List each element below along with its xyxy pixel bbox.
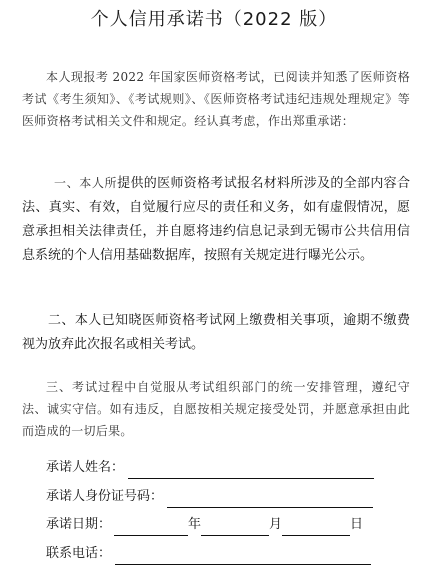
phone-field xyxy=(46,543,371,565)
phone-blank xyxy=(115,548,371,565)
id-number-label: 承诺人身份证号码： xyxy=(46,489,164,504)
month-label: 月 xyxy=(269,517,283,532)
commitment-item-1 xyxy=(22,172,410,268)
id-number-field xyxy=(46,486,373,508)
commitment-item-3: 三、考试过程中自觉服从考试组织部门的统一安排管理，遵纪守法、诚实守信。如有违反，自愿按相关规定接受处罚，并愿意承担由此而造成的一切后果。 xyxy=(22,380,410,438)
commitment-item-1-prefix: 一、本人所 xyxy=(54,176,118,190)
intro-paragraph: 本人现报考 2022 年国家医师资格考试，已阅读并知悉了医师资格考试《考生须知》、《考试规则》、《医师资格考试违纪违规处理规定》等医师资格考试相关文件和规定。经认真考虑，作出郑重承诺： xyxy=(22,70,410,128)
date-label: 承诺日期： xyxy=(46,517,112,532)
signer-name-label: 承诺人姓名： xyxy=(46,460,125,475)
year-blank xyxy=(114,519,188,536)
document-title: 个人信用承诺书（2022 版） xyxy=(90,9,338,30)
commitment-item-1-text: 提供的医师资格考试报名材料所涉及的全部内容合法、真实、有效，自觉履行应尽的责任和义务，如有虚假情况，愿意承担相关法律责任，并自愿将违约信息记录到无锡市公共信用信息系统的个人信用基础数据库，按照有关规定进行曝光公示。 xyxy=(22,176,410,263)
commitment-item-2: 二、本人已知晓医师资格考试网上缴费相关事项，逾期不缴费视为放弃此次报名或相关考试。 xyxy=(22,313,410,352)
signer-name-blank xyxy=(128,462,374,479)
month-blank xyxy=(201,519,269,536)
commitment-date-field xyxy=(46,514,363,536)
day-label: 日 xyxy=(350,517,364,532)
phone-label: 联系电话： xyxy=(46,546,112,561)
day-blank xyxy=(282,519,350,536)
signer-name-field xyxy=(46,457,374,479)
year-label: 年 xyxy=(188,517,202,532)
id-number-blank xyxy=(167,491,373,508)
